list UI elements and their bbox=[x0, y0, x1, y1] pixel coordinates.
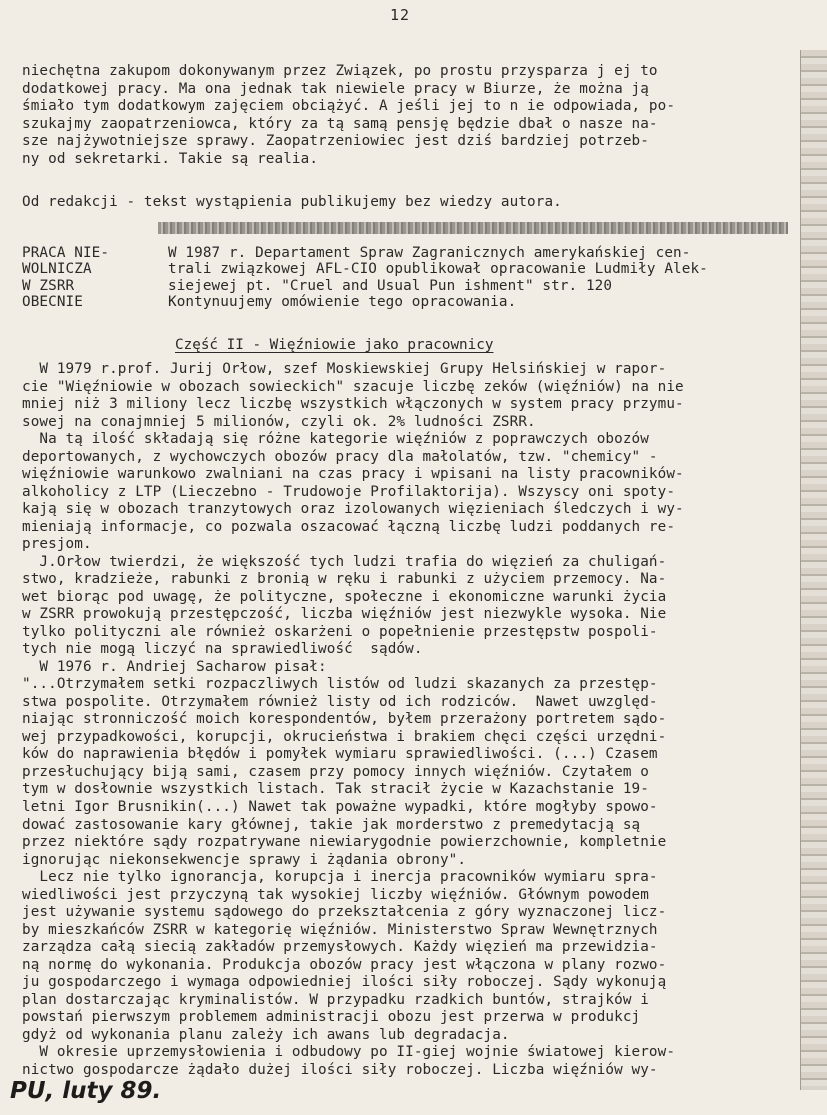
text-line: letni Igor Brusnikin(...) Nawet tak poważne wypadki, które mogłyby spowo- bbox=[22, 799, 658, 815]
text-line: powstań pierwszym problemem administracji obozu jest przerwa w produkcj bbox=[22, 1009, 641, 1026]
text-line: niechętna zakupom dokonywanym przez Związek, po prostu przysparza j ej to bbox=[22, 63, 658, 79]
text-line: "...Otrzymałem setki rozpaczliwych listów od ludzi skazanych za przestęp- bbox=[22, 676, 658, 693]
text-line: cie "Więźniowie w obozach sowieckich" szacuje liczbę zeków (więźniów) na nie bbox=[22, 378, 684, 395]
text-line: wet biorąc pod uwagę, że polityczne, społeczne i ekonomiczne warunki życia bbox=[22, 588, 667, 605]
text-line: alkoholicy z LTP (Lieczebno - Trudowoje Profilaktorija). Wszyscy oni spoty- bbox=[22, 483, 676, 500]
text-line: niając stronniczość moich korespondentów, byłem przerażony portretem sądo- bbox=[22, 711, 667, 728]
text-line: więźniowie warunkowo zwalniani na czas pracy i wpisani na listy pracowników- bbox=[22, 466, 684, 483]
text-line: sze najżywotniejsze sprawy. Zaopatrzeniowiec jest dziś bardziej potrzeb- bbox=[22, 133, 649, 150]
text-line: dować zastosowanie kary głównej, takie jak morderstwo z premedytacją są bbox=[22, 816, 641, 833]
text-line: tych nie mogą liczyć na sprawiedliwość sądów. bbox=[22, 641, 423, 658]
article-intro-line: trali związkowej AFL-CIO opublikował opracowanie Ludmiły Alek- bbox=[168, 261, 708, 278]
article-intro-line: Kontynuujemy omówienie tego opracowania. bbox=[168, 293, 517, 310]
text-line: szukajmy zaopatrzeniowca, który za tą samą pensję będzie dbał o nasze na- bbox=[22, 115, 658, 132]
text-line: tym w dosłownie wszystkich listach. Tak stracił życie w Kazachstanie 19- bbox=[22, 781, 649, 798]
text-line: J.Orłow twierdzi, że większość tych ludzi trafia do więzień za chuligań- bbox=[22, 553, 667, 570]
text-line: sowej na conajmniej 5 milionów, czyli ok. 2% ludności ZSRR. bbox=[22, 413, 536, 430]
text-line: deportowanych, z wychowczych obozów pracy dla małolatów, tzw. "chemicy" - bbox=[22, 448, 658, 465]
text-line: wej przypadkowości, korupcji, okrucieństwa i brakiem chęci części urzędni- bbox=[22, 728, 667, 745]
text-line: tylko polityczni ale również oskarżeni o popełnienie przestępstw pospoli- bbox=[22, 623, 658, 640]
text-line: ignorując niekonsekwencje sprawy i żądania obrony". bbox=[22, 851, 467, 868]
text-line: by mieszkańców ZSRR w kategorię więźniów. Ministerstwo Spraw Wewnętrznych bbox=[22, 921, 658, 938]
text-line: kają się w obozach tranzytowych oraz izolowanych więzieniach śledczych i wy- bbox=[22, 501, 684, 518]
section-heading: Część II - Więźniowie jako pracownicy bbox=[175, 337, 494, 353]
text-line: przez niektóre sądy rozpatrywane niewiarygodnie powierzchownie, kompletnie bbox=[22, 834, 667, 851]
sidebar-line: WOLNICZA bbox=[22, 261, 92, 278]
binding-edge bbox=[800, 50, 827, 1090]
text-line: w ZSRR prowokują przestępczość, liczba więźniów jest niezwykle wysoka. Nie bbox=[22, 606, 667, 623]
article-intro-line: siejewej pt. "Cruel and Usual Pun ishment" str. 120 bbox=[168, 277, 613, 294]
text-line: zarządza całą siecią zakładów przemysłowych. Każdy więzień ma przewidzia- bbox=[22, 939, 658, 956]
editorial-note: Od redakcji - tekst wystąpienia publikujemy bez wiedzy autora. bbox=[22, 194, 562, 210]
text-line: ny od sekretarki. Takie są realia. bbox=[22, 151, 319, 167]
text-line: W 1976 r. Andriej Sacharow pisał: bbox=[22, 658, 327, 675]
text-line: stwa pospolite. Otrzymałem również listy od ich rodziców. Nawet uwzględ- bbox=[22, 693, 658, 710]
text-line: mieniają informacje, co pozwala oszacować łączną liczbę ludzi poddanych re- bbox=[22, 518, 676, 535]
text-line: jest używanie systemu sądowego do przekształcenia z góry wyznaczonej licz- bbox=[22, 904, 667, 921]
text-line: plan dostarczając kryminalistów. W przypadku rzadkich buntów, strajków i bbox=[22, 991, 649, 1008]
sidebar-line: W ZSRR bbox=[22, 277, 75, 294]
text-line: ną normę do wykonania. Produkcja obozów pracy jest włączona w plany rozwo- bbox=[22, 956, 667, 973]
text-line: W 1979 r.prof. Jurij Orłow, szef Moskiewskiej Grupy Helsińskiej w rapor- bbox=[22, 361, 667, 377]
article-intro-line: W 1987 r. Departament Spraw Zagranicznych amerykańskiej cen- bbox=[168, 245, 691, 261]
text-line: W okresie uprzemysłowienia i odbudowy po II-giej wojnie światowej kierow- bbox=[22, 1044, 676, 1061]
text-line: przesłuchujący biją sami, czasem przy pomocy innych więźniów. Czytałem o bbox=[22, 763, 649, 780]
page-number: 12 bbox=[389, 6, 411, 24]
text-line: nictwo gospodarcze żądało dużej ilości siły roboczej. Liczba więźniów wy- bbox=[22, 1061, 658, 1078]
text-line: śmiało tym dodatkowym zajęciem obciążyć. A jeśli jej to n ie odpowiada, po- bbox=[22, 98, 676, 115]
section-divider bbox=[158, 222, 788, 234]
text-line: Na tą ilość składają się różne kategorie więźniów z poprawczych obozów bbox=[22, 431, 649, 448]
sidebar-line: OBECNIE bbox=[22, 293, 83, 310]
handwritten-note: PU, luty 89. bbox=[10, 1078, 162, 1104]
text-line: presjom. bbox=[22, 536, 92, 553]
text-line: ków do naprawienia błędów i pomyłek wymiaru sprawiedliwości. (...) Czasem bbox=[22, 746, 658, 763]
text-line: stwo, kradzieże, rabunki z bronią w ręku i rabunki z użyciem przemocy. Na- bbox=[22, 571, 667, 588]
text-line: mniej niż 3 miliony lecz liczbę wszystkich włączonych w system pracy przymu- bbox=[22, 396, 684, 413]
text-line: Lecz nie tylko ignorancja, korupcja i inercja pracowników wymiaru spra- bbox=[22, 869, 658, 886]
sidebar-line: PRACA NIE- bbox=[22, 245, 110, 261]
text-line: dodatkowej pracy. Ma ona jednak tak niewiele pracy w Biurze, że można ją bbox=[22, 80, 649, 97]
text-line: gdyż od wykonania planu zależy ich awans lub degradacja. bbox=[22, 1026, 510, 1043]
text-line: wiedliwości jest przyczyną tak wysokiej liczby więźniów. Głównym powodem bbox=[22, 886, 649, 903]
text-line: ju gospodarczego i wymaga odpowiedniej ilości siły roboczej. Sądy wykonują bbox=[22, 974, 667, 991]
